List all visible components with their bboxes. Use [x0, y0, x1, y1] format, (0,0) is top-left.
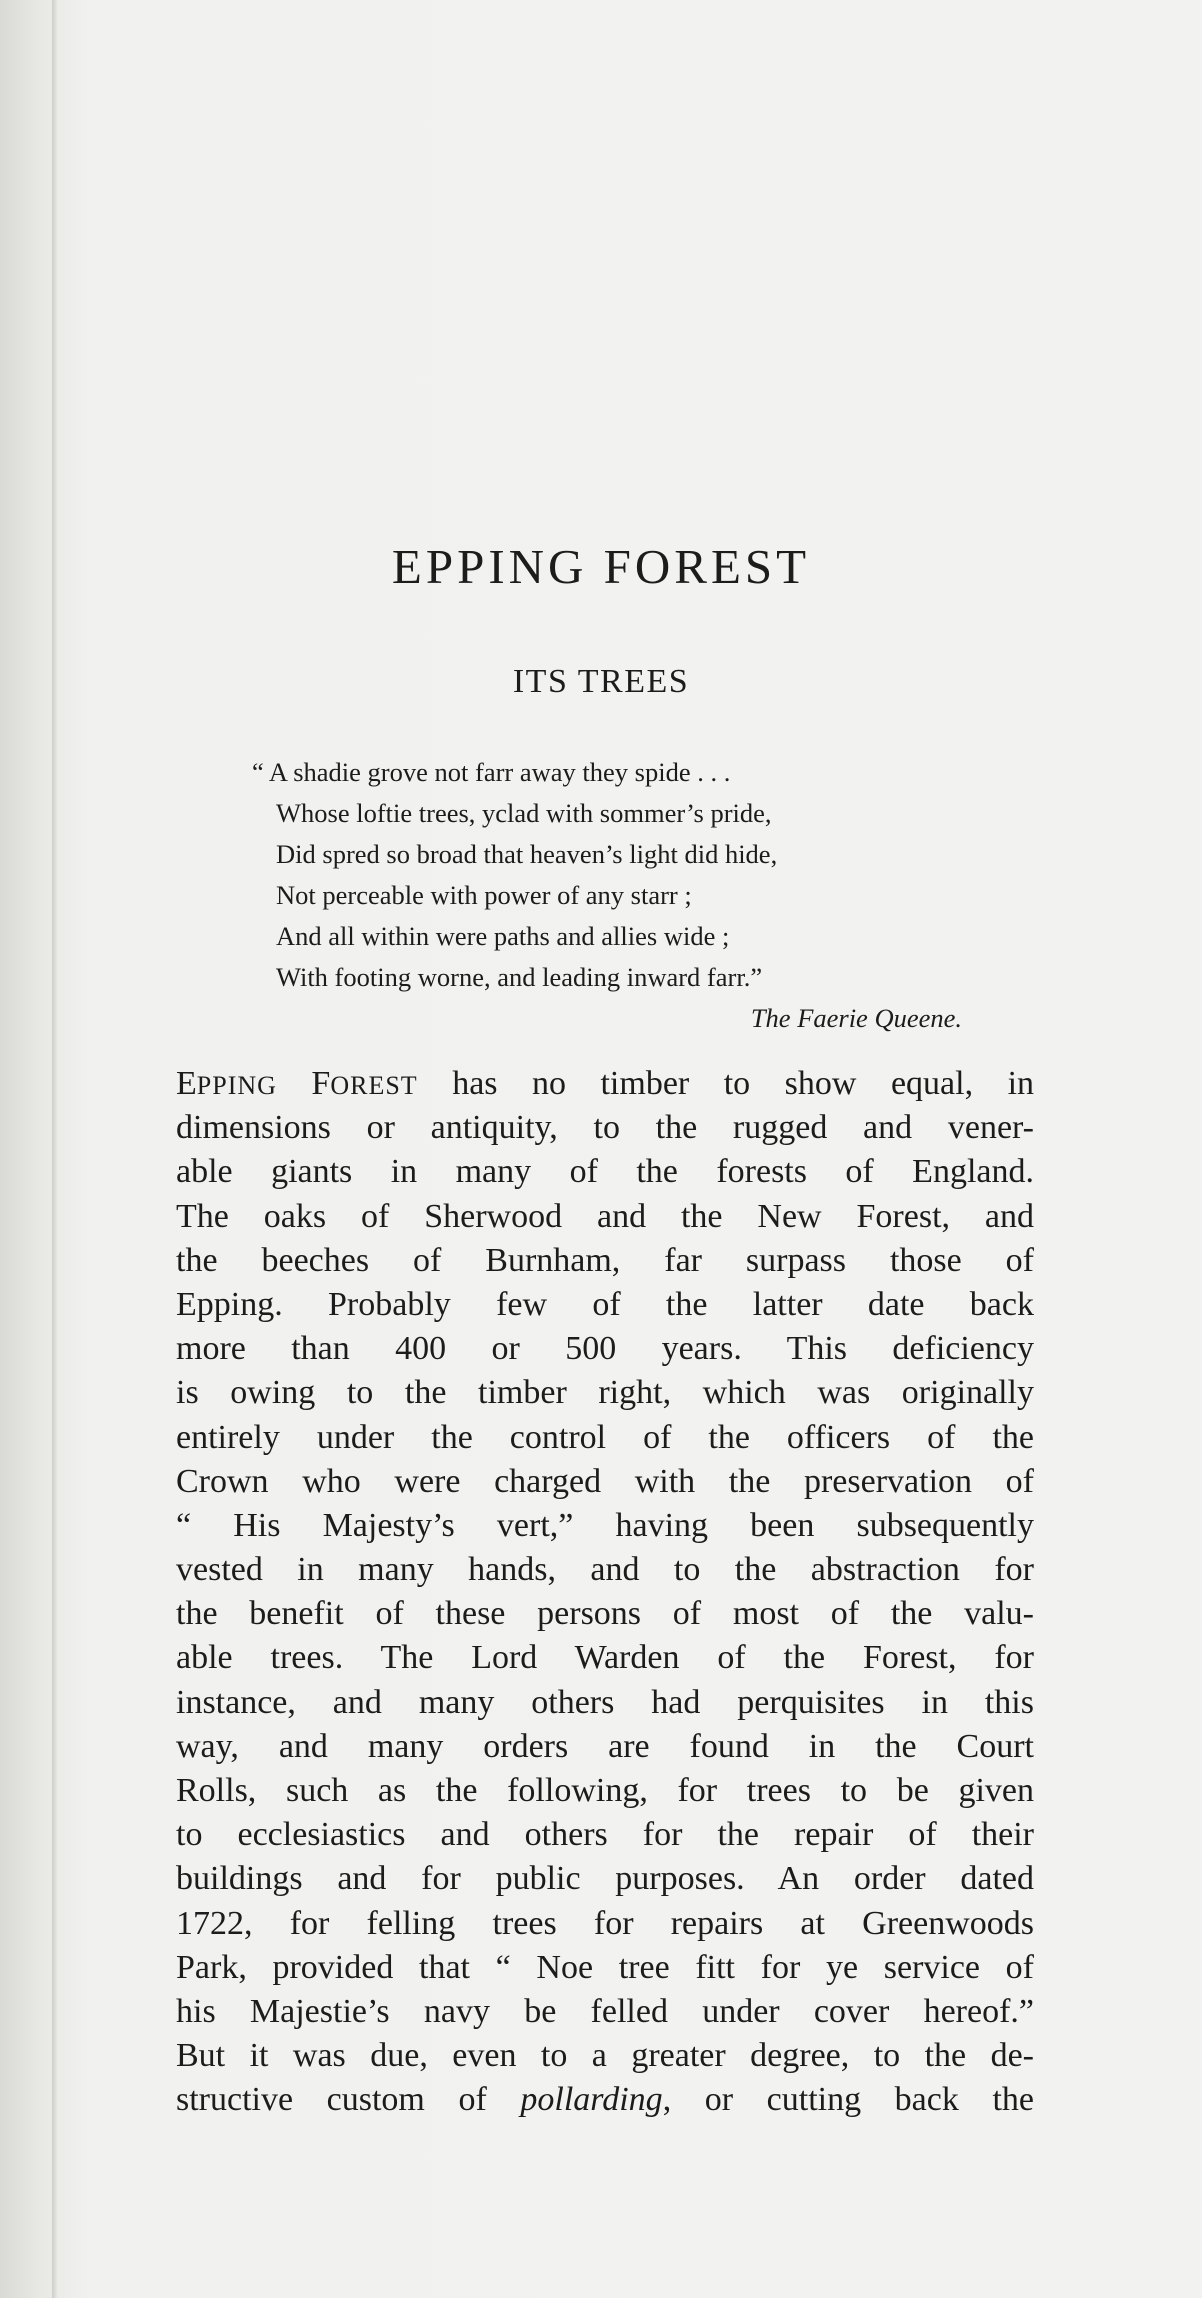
body-line: But it was due, even to a greater degree, to the de- [176, 2037, 1034, 2075]
epigraph-line: “ A shadie grove not farr away they spide . . . [252, 757, 731, 787]
body-line: Epping. Probably few of the latter date back [176, 1285, 1034, 1323]
body-line: The oaks of Sherwood and the New Forest, and [176, 1197, 1034, 1235]
body-paragraph [176, 1062, 1034, 2123]
body-line: Park, provided that “ Noe tree fitt for ye service of [176, 1948, 1034, 1986]
small-caps-initial: E [176, 1065, 197, 1102]
body-line: his Majestie’s navy be felled under cover hereof.” [176, 1992, 1034, 2030]
body-line: dimensions or antiquity, to the rugged and vener- [176, 1109, 1034, 1147]
epigraph-line: Did spred so broad that heaven’s light did hide, [276, 839, 778, 869]
epigraph-line: And all within were paths and allies wide ; [276, 921, 730, 951]
body-line: vested in many hands, and to the abstraction for [176, 1551, 1034, 1589]
body-line: Crown who were charged with the preservation of [176, 1462, 1034, 1500]
body-line: more than 400 or 500 years. This deficiency [176, 1330, 1034, 1368]
body-line: “ His Majesty’s vert,” having been subsequently [176, 1506, 1034, 1544]
body-line [176, 1062, 1034, 1106]
body-line: entirely under the control of the officers of the [176, 1418, 1034, 1456]
body-line-text: has no timber to show equal, in [452, 1065, 1035, 1102]
body-line: 1722, for felling trees for repairs at Greenwoods [176, 1904, 1034, 1942]
epigraph-line: Not perceable with power of any starr ; [276, 880, 692, 910]
body-line: the beeches of Burnham, far surpass those of [176, 1241, 1034, 1279]
small-caps-rest: OREST [330, 1071, 418, 1100]
body-line: to ecclesiastics and others for the repair of their [176, 1816, 1034, 1854]
body-line: Rolls, such as the following, for trees to be given [176, 1772, 1034, 1809]
body-line: the benefit of these persons of most of the valu- [176, 1595, 1034, 1633]
body-line: way, and many orders are found in the Court [176, 1727, 1034, 1765]
section-title: ITS TREES [512, 663, 690, 700]
body-line-text: , or cutting back the [662, 2081, 1034, 2119]
small-caps-rest: PPING [196, 1071, 277, 1100]
epigraph-line: With footing worne, and leading inward farr.” [276, 962, 763, 992]
body-line: is owing to the timber right, which was originally [176, 1374, 1034, 1412]
page-gutter-shadow [52, 0, 58, 2298]
body-line: able trees. The Lord Warden of the Forest, for [176, 1639, 1034, 1677]
body-line: buildings and for public purposes. An order dated [176, 1860, 1034, 1898]
chapter-title: EPPING FOREST [391, 539, 811, 594]
body-line [176, 2078, 1034, 2122]
body-line: able giants in many of the forests of England. [176, 1153, 1034, 1191]
epigraph-source: The Faerie Queene. [750, 1003, 962, 1033]
epigraph-line: Whose loftie trees, yclad with sommer’s pride, [276, 798, 772, 828]
small-caps-initial: F [311, 1065, 331, 1102]
body-line: instance, and many others had perquisites in this [176, 1683, 1034, 1721]
italic-term: pollarding [520, 2081, 663, 2119]
body-line-text: structive custom of [176, 2081, 487, 2119]
epigraph [252, 752, 972, 1039]
